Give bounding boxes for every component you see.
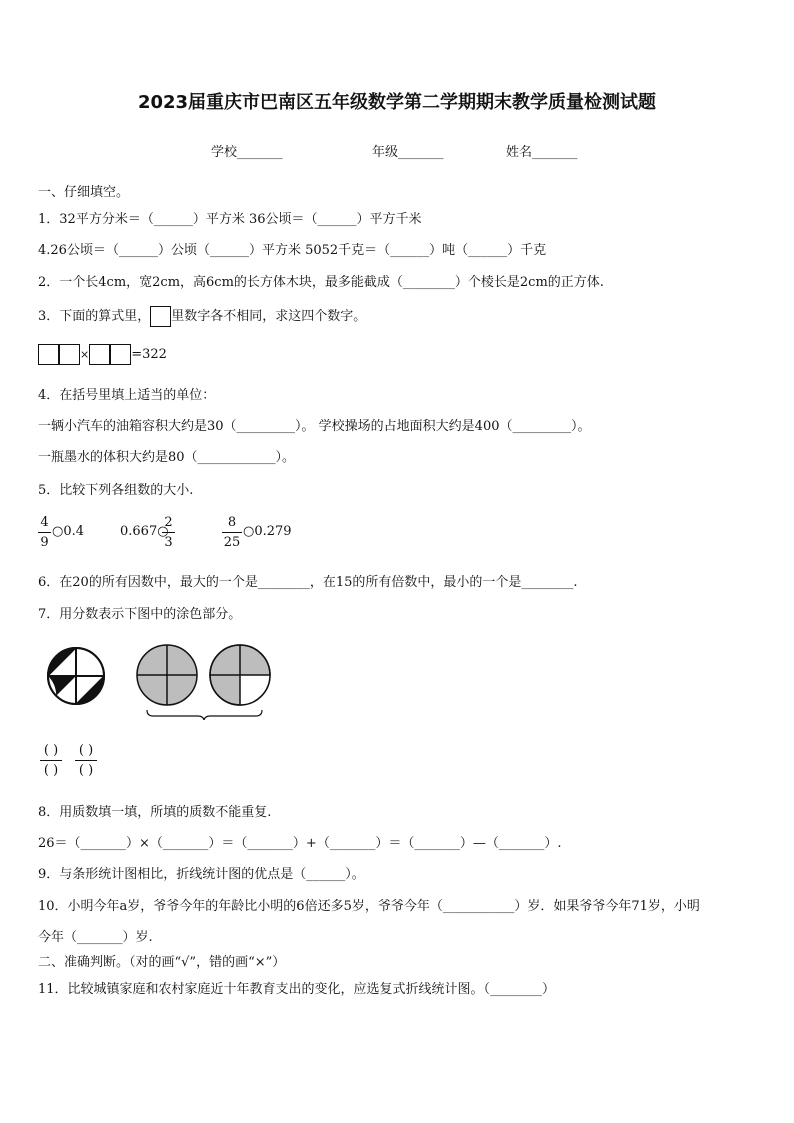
circle-quarters-icon <box>137 645 197 705</box>
question-1a: 1．32平方分米＝（______）平方米 36公顷＝（______）平方千米 <box>38 212 422 227</box>
answer-denominator: ( ) <box>43 763 59 778</box>
fraction-2-3 <box>162 514 175 551</box>
equals-result: =322 <box>131 347 167 362</box>
fraction-8-25 <box>222 514 242 551</box>
question-11: 11．比较城镇家庭和农村家庭近十年教育支出的变化，应选复式折线统计图。（________） <box>38 982 556 997</box>
answer-numerator: ( ) <box>78 743 94 758</box>
page-title: 2023届重庆市巴南区五年级数学第二学期期末教学质量检测试题 <box>137 92 657 113</box>
section-1-heading: 一、仔细填空。 <box>38 185 130 200</box>
grade-field: 年级_______ <box>372 145 444 160</box>
fraction-denominator: 3 <box>164 535 173 550</box>
question-1b: 4.26公顷＝（______）公顷（______）平方米 5052千克＝（______）吨（______）千克 <box>38 243 547 258</box>
question-8a: 26＝（_______）×（_______）＝（_______）+（_______）＝（_______）—（_______）. <box>38 836 562 851</box>
answer-numerator: ( ) <box>43 743 59 758</box>
fraction-4-9 <box>38 514 51 551</box>
question-9: 9．与条形统计图相比，折线统计图的优点是（______）。 <box>38 867 365 882</box>
compare-3: ○0.279 <box>243 524 292 539</box>
fraction-numerator: 2 <box>164 515 173 530</box>
fraction-denominator: 9 <box>40 535 49 550</box>
question-3-equation <box>38 344 167 365</box>
answer-fraction-1[interactable] <box>40 742 62 779</box>
fraction-numerator: 4 <box>40 515 49 530</box>
school-field: 学校_______ <box>211 145 283 160</box>
question-10b: 今年（_______）岁. <box>38 930 153 945</box>
section-2-heading: 二、准确判断。（对的画“√”，错的画“×”） <box>38 955 286 970</box>
shaded-circles-figure <box>40 638 280 720</box>
answer-fraction-2[interactable] <box>75 742 97 779</box>
digit-box[interactable] <box>89 344 110 365</box>
question-6: 6．在20的所有因数中，最大的一个是________，在15的所有倍数中，最小的一个是________. <box>38 575 578 590</box>
times-sign: × <box>80 348 90 361</box>
digit-box[interactable] <box>110 344 131 365</box>
digit-box[interactable] <box>38 344 59 365</box>
question-3-text-a: 3．下面的算式里， <box>38 309 151 324</box>
circle-eighths-icon <box>48 648 104 704</box>
question-2: 2．一个长4cm，宽2cm，高6cm的长方体木块，最多能截成（________）个棱长是2cm的正方体. <box>38 275 604 290</box>
fraction-numerator: 8 <box>227 515 237 530</box>
answer-denominator: ( ) <box>78 763 94 778</box>
question-7: 7．用分数表示下图中的涂色部分。 <box>38 607 242 622</box>
name-field: 姓名_______ <box>506 145 578 160</box>
digit-box-icon <box>150 306 171 327</box>
digit-box[interactable] <box>59 344 80 365</box>
compare-1: ○0.4 <box>52 524 85 539</box>
brace-icon <box>147 710 262 720</box>
question-3 <box>38 305 366 327</box>
question-5: 5．比较下列各组数的大小. <box>38 483 194 498</box>
question-10a: 10．小明今年a岁，爷爷今年的年龄比小明的6倍还多5岁，爷爷今年（___________）岁．如果爷爷今年71岁，小明 <box>38 899 700 914</box>
compare-2: 0.667○ <box>120 524 169 539</box>
fraction-denominator: 25 <box>223 535 241 550</box>
question-4: 4．在括号里填上适当的单位： <box>38 388 216 403</box>
question-8: 8．用质数填一填，所填的质数不能重复. <box>38 805 272 820</box>
question-4a: 一辆小汽车的油箱容积大约是30（_________）。 学校操场的占地面积大约是400（_________）。 <box>38 419 591 434</box>
circle-three-quarters-icon <box>210 645 270 705</box>
question-3-text-b: 里数字各不相同，求这四个数字。 <box>171 309 367 324</box>
question-4b: 一瓶墨水的体积大约是80（____________）。 <box>38 450 296 465</box>
